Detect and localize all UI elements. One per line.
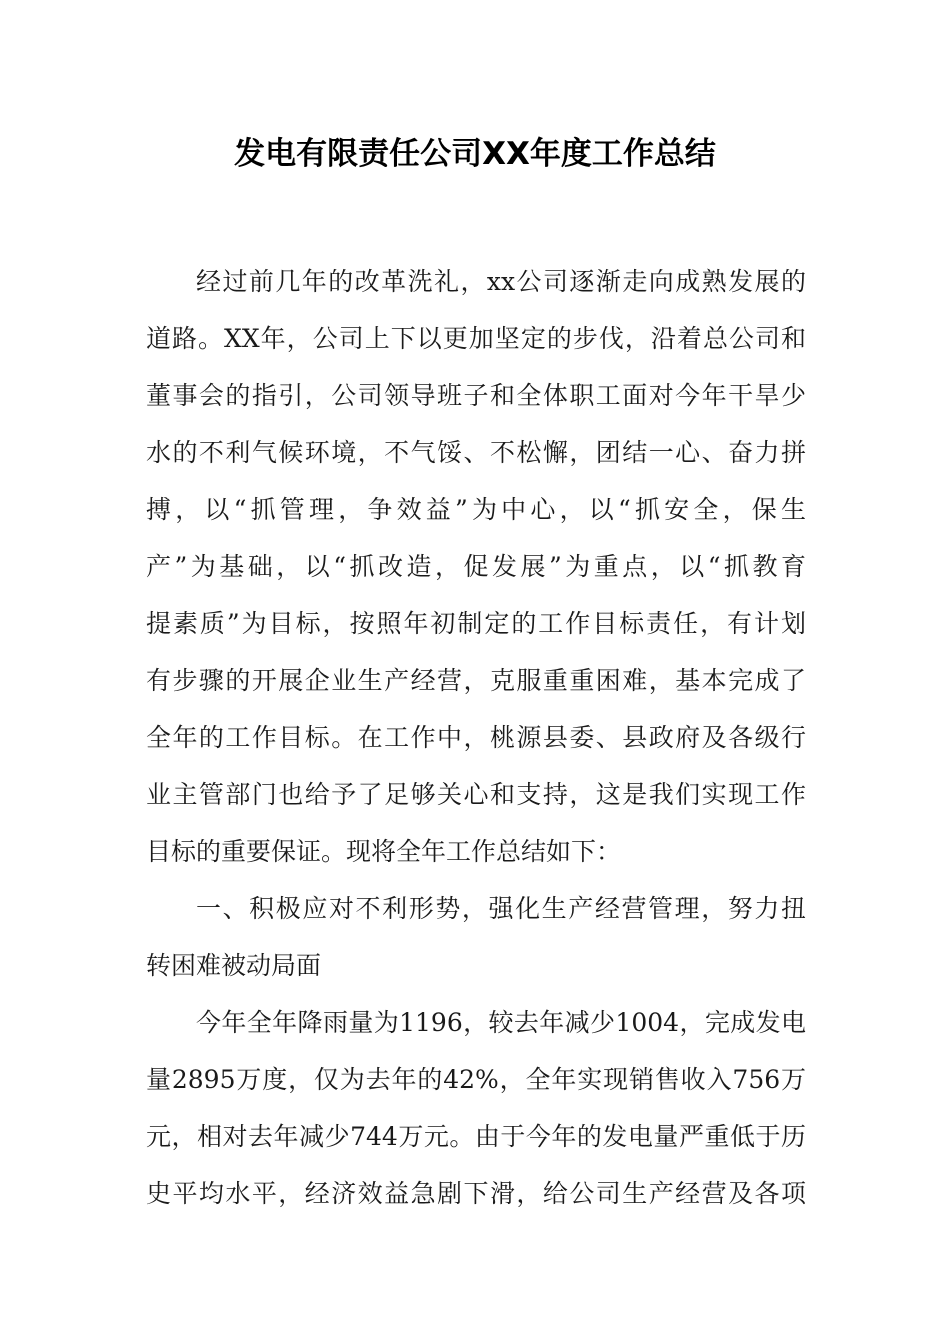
- paragraph-line: 业主管部门也给予了足够关心和支持，这是我们实现工作: [146, 780, 806, 809]
- paragraph-line: 道路。XX年，公司上下以更加坚定的步伐，沿着总公司和: [146, 324, 806, 353]
- section-heading-line: 转困难被动局面: [146, 951, 322, 980]
- document-title: 发电有限责任公司XX年度工作总结: [234, 136, 716, 172]
- paragraph-line: 搏，以“抓管理，争效益”为中心，以“抓安全，保生: [146, 495, 806, 524]
- paragraph-line: 产”为基础，以“抓改造，促发展”为重点，以“抓教育: [146, 552, 806, 581]
- paragraph-line: 董事会的指引，公司领导班子和全体职工面对今年干旱少: [146, 381, 806, 410]
- paragraph-line: 史平均水平，经济效益急剧下滑，给公司生产经营及各项: [146, 1179, 806, 1208]
- section-heading-line: 一、积极应对不利形势，强化生产经营管理，努力扭: [196, 894, 806, 923]
- paragraph-line: 经过前几年的改革洗礼，xx公司逐渐走向成熟发展的: [196, 267, 806, 296]
- paragraph-line: 有步骤的开展企业生产经营，克服重重困难，基本完成了: [146, 666, 806, 695]
- paragraph-line: 水的不利气候环境，不气馁、不松懈，团结一心、奋力拼: [146, 438, 806, 467]
- paragraph-line: 目标的重要保证。现将全年工作总结如下：: [146, 837, 622, 866]
- paragraph-line: 量2895万度，仅为去年的42%，全年实现销售收入756万: [146, 1065, 806, 1094]
- paragraph-line: 元，相对去年减少744万元。由于今年的发电量严重低于历: [146, 1122, 806, 1151]
- paragraph-line: 今年全年降雨量为1196，较去年减少1004，完成发电: [196, 1008, 806, 1037]
- paragraph-line: 全年的工作目标。在工作中，桃源县委、县政府及各级行: [146, 723, 806, 752]
- paragraph-line: 提素质”为目标，按照年初制定的工作目标责任，有计划: [146, 609, 806, 638]
